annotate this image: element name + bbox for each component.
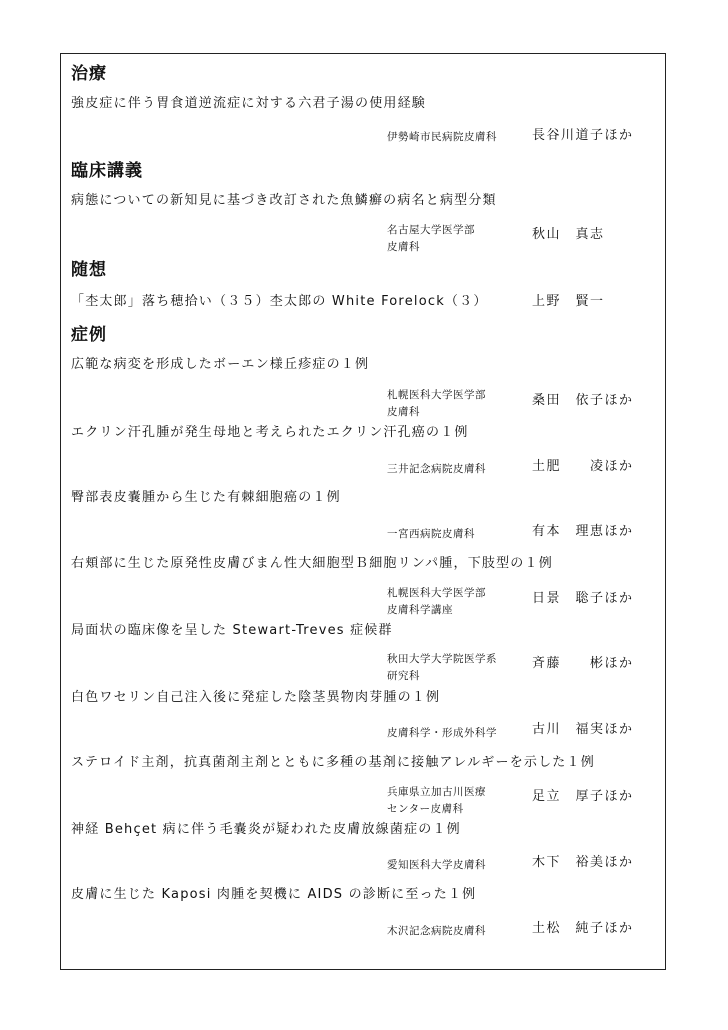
- article-affiliation: 札幌医科大学医学部 皮膚科: [387, 389, 486, 418]
- article-affiliation: 皮膚科学・形成外科学: [387, 727, 497, 739]
- article-author: 土松 純子ほか: [532, 921, 634, 936]
- article-affiliation: 愛知医科大学皮膚科: [387, 859, 486, 871]
- article-title[interactable]: 白色ワセリン自己注入後に発症した陰茎異物肉芽腫の１例: [71, 690, 441, 705]
- article-title[interactable]: 局面状の臨床像を呈した Stewart-Treves 症候群: [71, 623, 393, 638]
- article-affiliation: 札幌医科大学医学部 皮膚科学講座: [387, 587, 486, 616]
- article-affiliation: 伊勢崎市民病院皮膚科: [387, 131, 497, 143]
- article-author: 古川 福実ほか: [532, 722, 634, 737]
- article-affiliation: 秋田大学大学院医学系 研究科: [387, 653, 497, 682]
- section-heading-chiryo: 治療: [71, 64, 107, 84]
- article-affiliation: 三井記念病院皮膚科: [387, 463, 486, 475]
- article-title[interactable]: 皮膚に生じた Kaposi 肉腫を契機に AIDS の診断に至った１例: [71, 887, 477, 902]
- article-title[interactable]: 強皮症に伴う胃食道逆流症に対する六君子湯の使用経験: [71, 96, 427, 111]
- article-author: 長谷川道子ほか: [532, 128, 634, 143]
- article-author: 足立 厚子ほか: [532, 789, 634, 804]
- section-heading-zuiso: 随想: [71, 260, 107, 280]
- article-author: 木下 裕美ほか: [532, 855, 634, 870]
- article-author: 桑田 依子ほか: [532, 393, 634, 408]
- article-title[interactable]: 右頬部に生じた原発性皮膚びまん性大細胞型Ｂ細胞リンパ腫，下肢型の１例: [71, 556, 553, 571]
- article-author: 日景 聡子ほか: [532, 591, 634, 606]
- article-title[interactable]: 神経 Behçet 病に伴う毛嚢炎が疑われた皮膚放線菌症の１例: [71, 822, 461, 837]
- article-author: 斉藤 彬ほか: [532, 656, 634, 671]
- section-heading-shorei: 症例: [71, 325, 107, 345]
- article-author: 秋山 真志: [532, 227, 605, 242]
- article-author: 土肥 凌ほか: [532, 459, 634, 474]
- article-affiliation: 木沢記念病院皮膚科: [387, 925, 486, 937]
- article-title[interactable]: エクリン汗孔腫が発生母地と考えられたエクリン汗孔癌の１例: [71, 425, 469, 440]
- article-affiliation: 一宮西病院皮膚科: [387, 528, 475, 540]
- article-title[interactable]: 広範な病変を形成したボーエン様丘疹症の１例: [71, 357, 370, 372]
- article-affiliation: 名古屋大学医学部 皮膚科: [387, 224, 475, 253]
- article-author: 有本 理恵ほか: [532, 524, 634, 539]
- article-title[interactable]: 「杢太郎」落ち穂拾い（３５）杢太郎の White Forelock（３）: [71, 294, 488, 309]
- article-title[interactable]: ステロイド主剤，抗真菌剤主剤とともに多種の基剤に接触アレルギーを示した１例: [71, 755, 595, 770]
- section-heading-rinsho: 臨床講義: [71, 161, 143, 181]
- article-affiliation: 兵庫県立加古川医療 センター皮膚科: [387, 786, 486, 815]
- article-author: 上野 賢一: [532, 294, 605, 309]
- article-title[interactable]: 病態についての新知見に基づき改訂された魚鱗癬の病名と病型分類: [71, 193, 497, 208]
- article-title[interactable]: 臀部表皮嚢腫から生じた有棘細胞癌の１例: [71, 490, 341, 505]
